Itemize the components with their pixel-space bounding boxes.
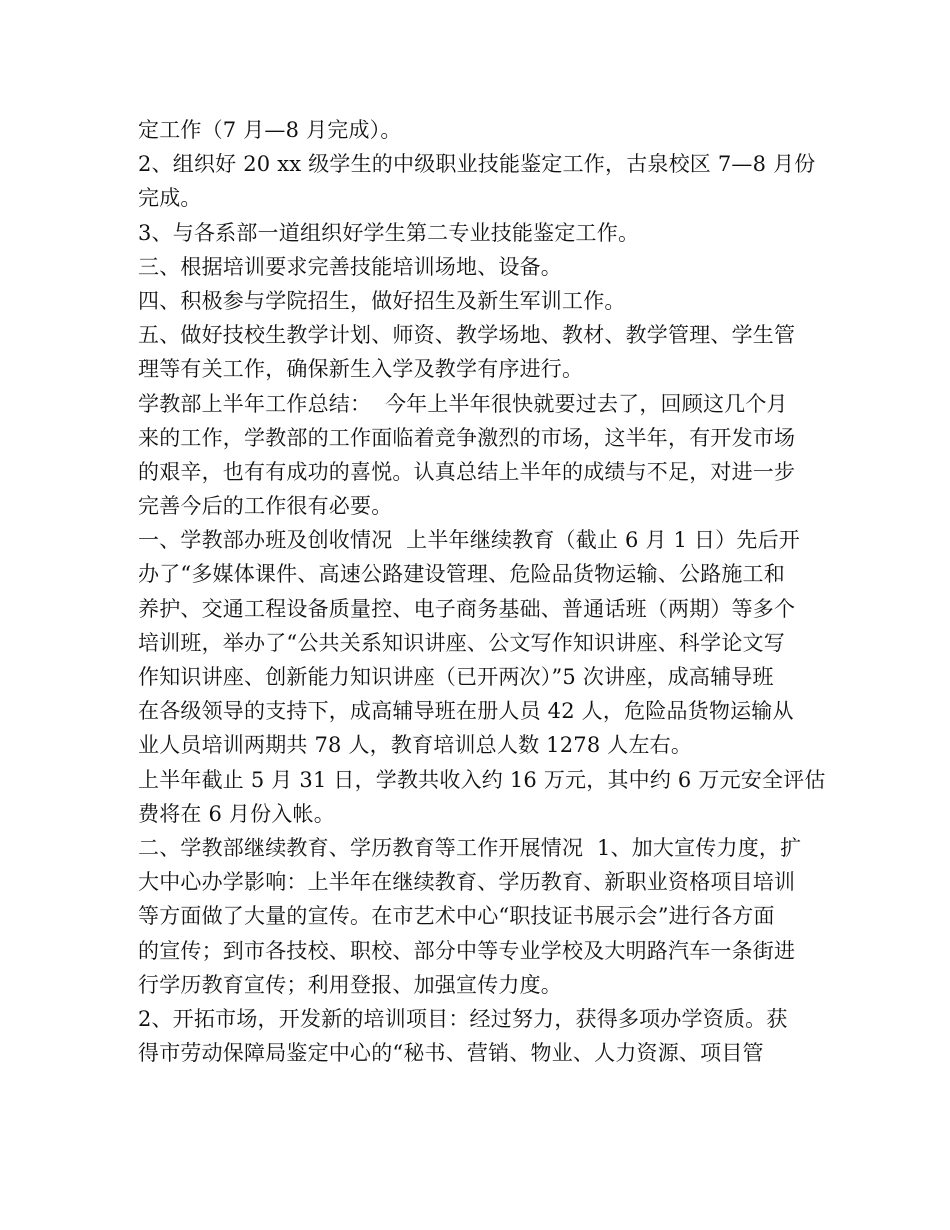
text-line: 三、根据培训要求完善技能培训场地、设备。 — [138, 254, 562, 279]
text-line: 2、开拓市场，开发新的培训项目：经过努力，获得多项办学资质。获 — [138, 1006, 788, 1031]
text-line: 的宣传；到市各技校、职校、部分中等专业学校及大明路汽车一条街进 — [138, 938, 796, 963]
text-line: 养护、交通工程设备质量控、电子商务基础、普通话班（两期）等多个 — [138, 596, 796, 621]
text-line: 培训班，举办了“公共关系知识讲座、公文写作知识讲座、科学论文写 — [138, 630, 785, 655]
text-line: 大中心办学影响：上半年在继续教育、学历教育、新职业资格项目培训 — [138, 870, 796, 895]
text-line: 行学历教育宣传；利用登报、加强宣传力度。 — [138, 972, 562, 997]
text-line: 二、学教部继续教育、学历教育等工作开展情况 1、加大宣传力度，扩 — [138, 835, 802, 860]
text-line: 理等有关工作，确保新生入学及教学有序进行。 — [138, 357, 584, 382]
text-line: 等方面做了大量的宣传。在市艺术中心“职技证书展示会”进行各方面 — [138, 904, 775, 929]
text-line: 一、学教部办班及创收情况 上半年继续教育（截止 6 月 1 日）先后开 — [138, 528, 800, 553]
text-line: 得市劳动保障局鉴定中心的“秘书、营销、物业、人力资源、项目管 — [138, 1041, 764, 1066]
text-line: 的艰辛，也有有成功的喜悦。认真总结上半年的成绩与不足，对进一步 — [138, 459, 796, 484]
text-line: 完成。 — [138, 186, 202, 211]
text-line: 四、积极参与学院招生，做好招生及新生军训工作。 — [138, 288, 626, 313]
text-line: 学教部上半年工作总结： 今年上半年很快就要过去了，回顾这几个月 — [138, 391, 788, 416]
text-line: 来的工作，学教部的工作面临着竞争激烈的市场，这半年，有开发市场 — [138, 425, 796, 450]
text-line: 五、做好技校生教学计划、师资、教学场地、教材、教学管理、学生管 — [138, 323, 796, 348]
text-line: 上半年截止 5 月 31 日，学教共收入约 16 万元，其中约 6 万元安全评估 — [138, 767, 826, 792]
text-line: 在各级领导的支持下，成高辅导班在册人员 42 人，危险品货物运输从 — [138, 699, 794, 724]
text-line: 2、组织好 20 xx 级学生的中级职业技能鉴定工作，古泉校区 7—8 月份 — [138, 152, 816, 177]
text-line: 定工作（7 月—8 月完成）。 — [138, 118, 402, 142]
text-line: 费将在 6 月份入帐。 — [138, 801, 335, 826]
text-line: 作知识讲座、创新能力知识讲座（已开两次）”5 次讲座，成高辅导班 — [138, 665, 774, 689]
document-body — [138, 113, 826, 1070]
text-line: 完善今后的工作很有必要。 — [138, 494, 393, 519]
text-line: 办了“多媒体课件、高速公路建设管理、危险品货物运输、公路施工和 — [138, 562, 785, 587]
text-line: 3、与各系部一道组织好学生第二专业技能鉴定工作。 — [138, 220, 640, 245]
text-line: 业人员培训两期共 78 人，教育培训总人数 1278 人左右。 — [138, 733, 693, 758]
